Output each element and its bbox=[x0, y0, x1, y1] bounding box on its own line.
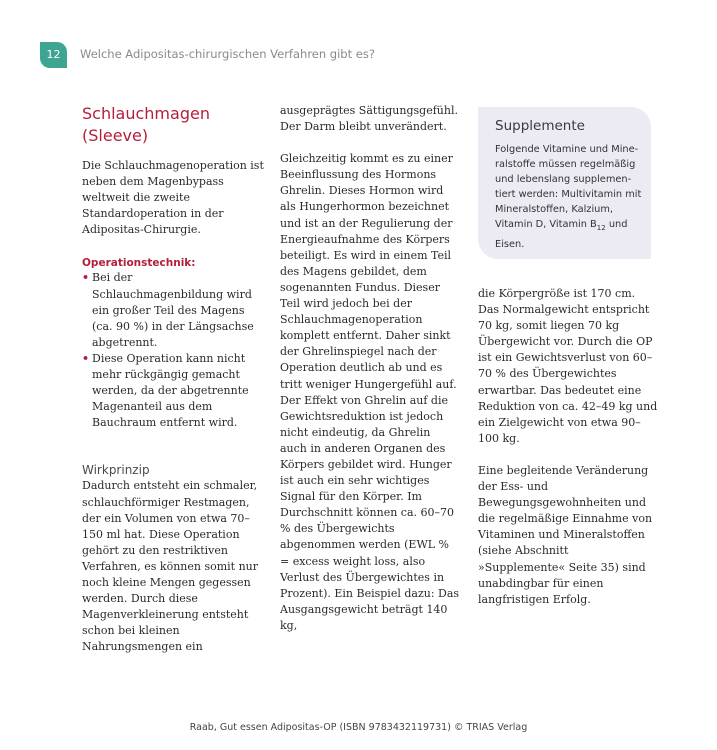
section-title: Schlauchmagen (Sleeve) bbox=[82, 104, 210, 145]
operation-technique-list bbox=[82, 270, 265, 431]
paragraph: Gleichzeitig kommt es zu einer Beeinflussung des Hormons Ghrelin. Dieses Hormon wird als Hungerhormon bezeichnet und ist an der Regulierung der Energieaufnahme des Körpers beteiligt. Es wird in einem Teil des Magens gebildet, dem sogenannten Fundus. Dieser Teil wird jedoch bei der Schlauchmagenoperation komplett entfernt. Daher sinkt der Ghrelinspiegel nach der Operation deutlich ab und es tritt weniger Hungergefühl auf. Der Effekt von Ghrelin auf die Gewichtsreduktion ist jedoch nicht eindeutig, da Ghrelin auch in anderen Organen des Körpers gebildet wird. Hunger ist auch ein sehr wichtiges Signal für den Körper. Im Durchschnitt können ca. 60–70 % des Übergewichts abgenommen werden (EWL % = excess weight loss, also Verlust des Übergewichtes in Prozent). Ein Beispiel dazu: Das Ausgangsgewicht beträgt 140 kg, bbox=[280, 152, 460, 632]
box-text: Folgende Vitamine und Mineralstoffe müssen regelmäßig und lebenslang supplementiert werden: Multivitamin mit Mineralstoffen, Kalzium, Vitamin D, Vitamin $B_{12}$ und Eisen. bbox=[495, 144, 642, 250]
operation-technique-heading: Operationstechnik: bbox=[82, 257, 196, 270]
paragraph: die Körpergröße ist 170 cm. Das Normalgewicht entspricht 70 kg, somit liegen 70 kg Übergewicht vor. Durch die OP ist ein Gewichtsverlust von 60–70 % des Übergewichtes erwartbar. Das bedeutet eine Reduktion von ca. 42–49 kg und ein Zielgewicht von etwa 90–100 kg. bbox=[478, 287, 658, 445]
mechanism-paragraph: Dadurch entsteht ein schmaler, schlauchförmiger Restmagen, der ein Volumen von etwa 70–150 ml hat. Diese Operation gehört zu den restriktiven Verfahren, es können somit nur noch kleine Mengen gegessen werden. Durch diese Magenverkleinerung entsteht schon bei kleinen Nahrungsmengen ein bbox=[82, 479, 259, 654]
list-item bbox=[82, 351, 265, 431]
list-item-text: Diese Operation kann nicht mehr rückgängig gemacht werden, da der abgetrennte Magenanteil aus dem Bauchraum entfernt wird. bbox=[92, 351, 249, 430]
supplements-box bbox=[478, 107, 651, 259]
page-footer: Raab, Gut essen Adipositas-OP (ISBN 9783432119731) © TRIAS Verlag bbox=[189, 722, 528, 733]
page-header bbox=[40, 42, 680, 68]
bullet-icon: • bbox=[82, 271, 90, 285]
column-right bbox=[478, 286, 658, 608]
bullet-icon: • bbox=[82, 351, 90, 365]
box-title: Supplemente bbox=[495, 118, 585, 134]
subscript: 12 bbox=[596, 224, 606, 233]
paragraph: ausgeprägtes Sättigungsgefühl. Der Darm bleibt unverändert. bbox=[280, 104, 458, 134]
page-number: 12 bbox=[40, 42, 67, 68]
intro-paragraph: Die Schlauchmagenoperation ist neben dem Magenbypass weltweit die zweite Standardoperation in der Adipositas-Chirurgie. bbox=[82, 159, 264, 237]
running-title: Welche Adipositas-chirurgischen Verfahren gibt es? bbox=[80, 47, 375, 61]
mechanism-heading: Wirkprinzip bbox=[82, 463, 150, 478]
paragraph: Eine begleitende Veränderung der Ess- und Bewegungsgewohnheiten und die regelmäßige Einnahme von Vitaminen und Mineralstoffen (siehe Abschnitt »Supplemente« Seite 35) sind unabdingbar für einen langfristigen Erfolg. bbox=[478, 463, 653, 606]
column-left bbox=[82, 103, 265, 655]
list-item-text: Bei der Schlauchmagenbildung wird ein großer Teil des Magens (ca. 90 %) in der Längsachse abgetrennt. bbox=[92, 271, 254, 349]
column-middle bbox=[280, 103, 460, 634]
list-item bbox=[82, 270, 265, 350]
